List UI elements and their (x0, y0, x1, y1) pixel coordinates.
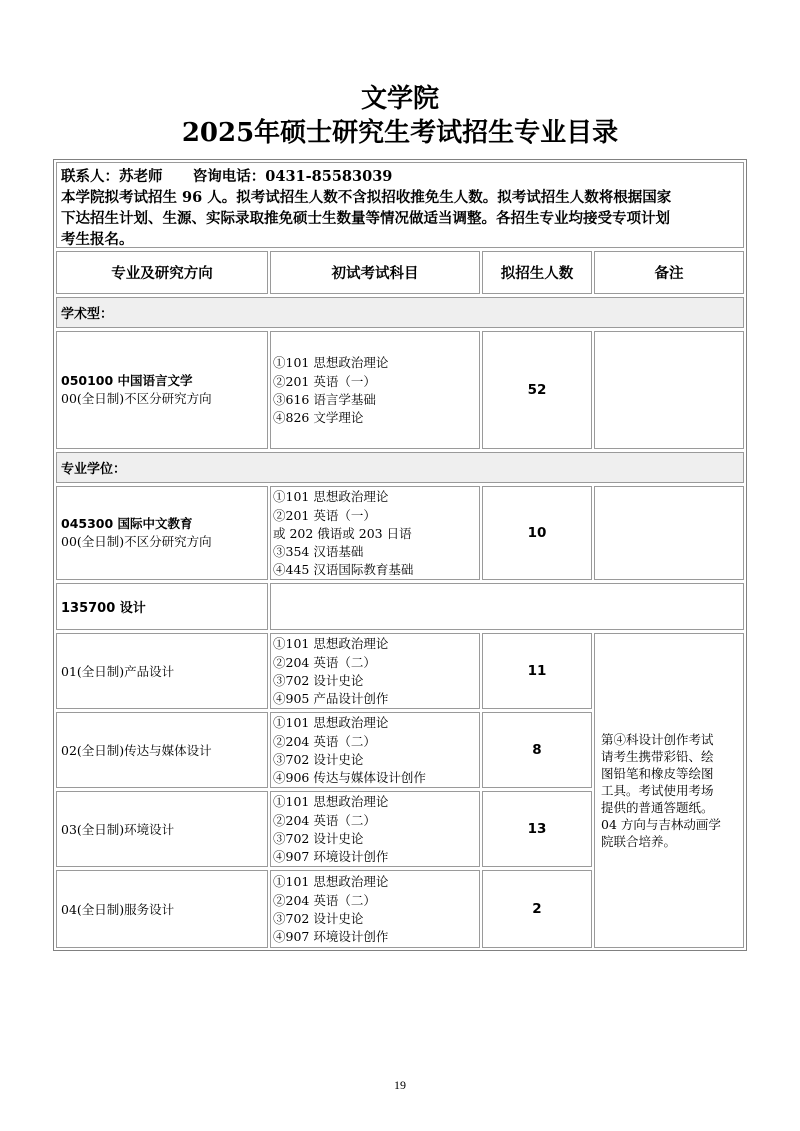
major-code-name: 050100 中国语言文学 (61, 373, 193, 388)
remark-line: 请考生携带彩铅、绘 (601, 749, 714, 764)
direction-cell: 04(全日制)服务设计 (56, 870, 268, 948)
subject-line: ④445 汉语国际教育基础 (273, 562, 414, 578)
count-cell: 52 (482, 331, 592, 449)
remark-line: 图铅笔和橡皮等绘图 (601, 766, 714, 781)
subject-line: ④905 产品设计创作 (273, 691, 389, 707)
page-number: 19 (394, 1078, 406, 1092)
subject-line: ①101 思想政治理论 (273, 355, 389, 371)
catalog-table (53, 159, 747, 951)
subject-line: ③354 汉语基础 (273, 544, 364, 560)
count-cell: 10 (482, 486, 592, 580)
subject-line: ③702 设计史论 (273, 831, 364, 846)
section-academic: 学术型： (56, 297, 744, 328)
subject-line: ①101 思想政治理论 (273, 794, 389, 810)
major-cell (56, 331, 268, 449)
direction-cell: 02(全日制)传达与媒体设计 (56, 712, 268, 788)
info-block (56, 162, 744, 248)
subjects-cell (270, 791, 480, 867)
notice-line: 考生报名。 (61, 231, 134, 248)
subject-line: ②204 英语（二） (273, 812, 376, 828)
remark-line: 第④科设计创作考试 (601, 732, 714, 747)
remarks-cell (594, 486, 744, 580)
notice-line: 下达招生计划、生源、实际录取推免硕士生数量等情况做适当调整。各招生专业均接受专项计划 (61, 210, 670, 227)
subjects-cell (270, 486, 480, 580)
subject-line: ④826 文学理论 (273, 410, 364, 426)
subject-line: ②201 英语（一） (273, 507, 376, 523)
subject-line: ③702 设计史论 (273, 673, 364, 688)
direction-cell: 03(全日制)环境设计 (56, 791, 268, 867)
header-remarks: 备注 (594, 251, 744, 294)
header-count: 拟招生人数 (482, 251, 592, 294)
remarks-cell (594, 331, 744, 449)
remark-line: 提供的普通答题纸。 (601, 800, 714, 815)
catalog-title: 2025年硕士研究生考试招生专业目录 (181, 118, 619, 148)
subject-line: ③702 设计史论 (273, 752, 364, 767)
subjects-cell (270, 870, 480, 948)
major-code-name: 045300 国际中文教育 (61, 516, 193, 531)
subjects-cell (270, 331, 480, 449)
remark-line: 工具。考试使用考场 (601, 783, 714, 798)
header-subjects: 初试考试科目 (270, 251, 480, 294)
header-major: 专业及研究方向 (56, 251, 268, 294)
subject-line: ④906 传达与媒体设计创作 (273, 770, 426, 786)
count-cell: 13 (482, 791, 592, 867)
major-direction: 00(全日制)不区分研究方向 (61, 534, 212, 549)
subject-line: ②204 英语（二） (273, 654, 376, 670)
count-cell: 8 (482, 712, 592, 788)
direction-cell: 01(全日制)产品设计 (56, 633, 268, 709)
notice-line: 本学院拟考试招生 96 人。拟考试招生人数不含拟招收推免生人数。拟考试招生人数将根据国家 (61, 189, 672, 206)
design-remarks (594, 633, 744, 948)
major-cell (56, 486, 268, 580)
design-major-code-name: 135700 设计 (56, 583, 268, 630)
remark-line: 院联合培养。 (601, 834, 677, 849)
subject-line: ①101 思想政治理论 (273, 489, 389, 505)
subjects-cell (270, 712, 480, 788)
count-cell: 11 (482, 633, 592, 709)
remark-line: 04 方向与吉林动画学 (601, 817, 721, 832)
subject-line: ②204 英语（二） (273, 892, 376, 908)
contact-line: 联系人：苏老师 咨询电话：0431-85583039 (61, 168, 393, 185)
subject-line: ②201 英语（一） (273, 373, 376, 389)
subject-line: ①101 思想政治理论 (273, 636, 389, 652)
subject-line: ④907 环境设计创作 (273, 849, 389, 865)
college-title: 文学院 (360, 84, 439, 114)
subject-line: ①101 思想政治理论 (273, 874, 389, 890)
section-professional: 专业学位： (56, 452, 744, 483)
subject-line: ①101 思想政治理论 (273, 715, 389, 731)
subject-line: 或 202 俄语或 203 日语 (273, 525, 412, 541)
subject-line: ②204 英语（二） (273, 733, 376, 749)
subject-line: ④907 环境设计创作 (273, 929, 389, 945)
subject-line: ③702 设计史论 (273, 911, 364, 926)
design-empty-cell (270, 583, 744, 630)
count-cell: 2 (482, 870, 592, 948)
major-direction: 00(全日制)不区分研究方向 (61, 391, 212, 406)
subject-line: ③616 语言学基础 (273, 392, 376, 407)
subjects-cell (270, 633, 480, 709)
